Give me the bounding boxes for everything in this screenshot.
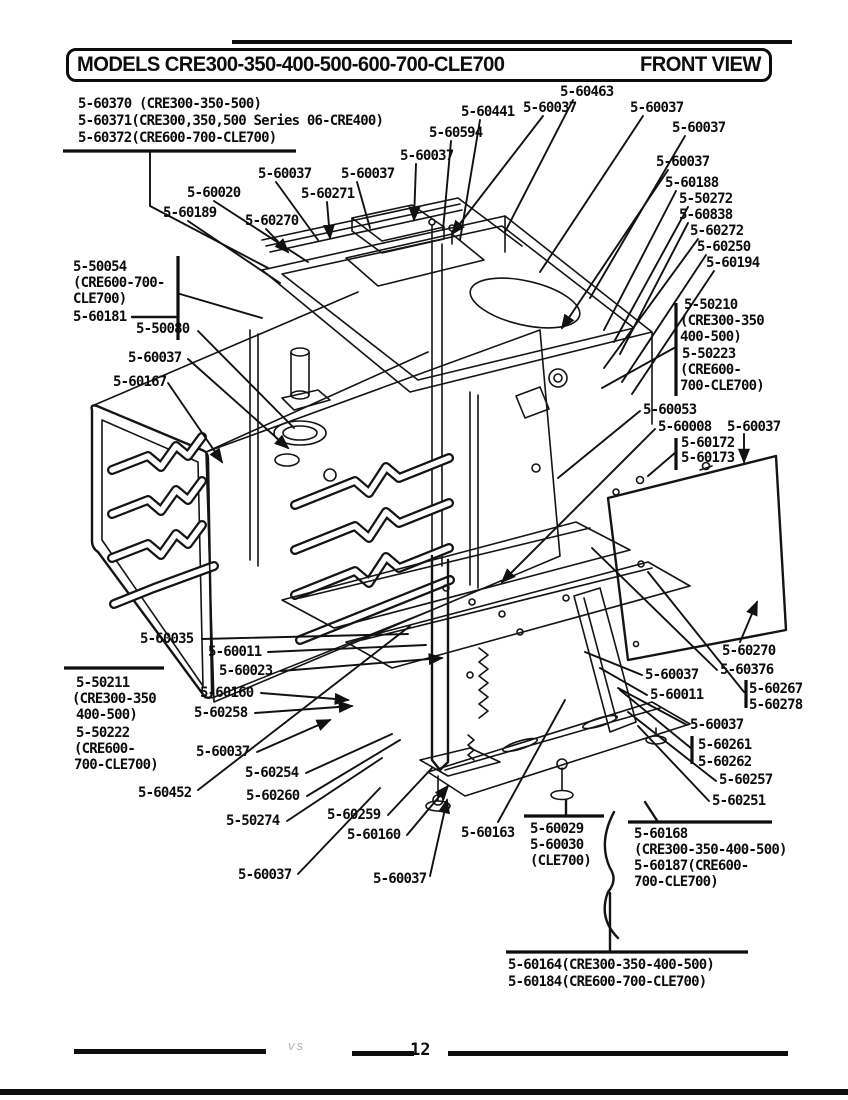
- part-label: 5-60029: [530, 821, 584, 837]
- part-label: 5-50211: [76, 675, 130, 691]
- part-label: 5-60260: [246, 788, 300, 804]
- part-label: (CLE700): [530, 853, 592, 869]
- leader-line: [214, 201, 308, 262]
- part-label: 5-60259: [327, 807, 381, 823]
- part-label: 5-60168: [634, 826, 688, 842]
- part-label: 5-60037: [690, 717, 744, 733]
- part-label: 5-60037: [238, 867, 292, 883]
- part-label: 400-500): [76, 707, 138, 723]
- part-label: 5-60267: [749, 681, 803, 697]
- part-label: 5-60254: [245, 765, 299, 781]
- leader-line: [261, 693, 348, 700]
- leader-line: [414, 164, 416, 220]
- part-label: 5-60173: [681, 450, 735, 466]
- part-label: 5-60035: [140, 631, 194, 647]
- part-label: 5-60261: [698, 737, 752, 753]
- part-label: 400-500): [680, 329, 742, 345]
- part-label: 5-60020: [187, 185, 241, 201]
- part-label: (CRE300-350: [680, 313, 764, 329]
- part-label: 5-60037: [373, 871, 427, 887]
- brace-curve: [605, 812, 618, 938]
- models-title: MODELS CRE300-350-400-500-600-700-CLE700: [77, 53, 505, 76]
- part-label: 5-60250: [697, 239, 751, 255]
- part-label: 5-50210: [684, 297, 738, 313]
- part-label: (CRE300-350-400-500): [634, 842, 787, 858]
- part-label: 5-60037: [672, 120, 726, 136]
- part-label: 5-60251: [712, 793, 766, 809]
- part-label: 5-60037: [630, 100, 684, 116]
- part-label: 5-50222: [76, 725, 130, 741]
- part-label: 5-60037: [645, 667, 699, 683]
- leader-line: [388, 768, 432, 815]
- part-label: 5-60008: [658, 419, 712, 435]
- part-label: 5-60160: [200, 685, 254, 701]
- part-label: CLE700): [73, 291, 127, 307]
- part-label: 5-60037: [523, 100, 577, 116]
- rear-braces: [250, 240, 567, 588]
- leader-line: [502, 429, 655, 582]
- part-label: 5-60037: [128, 350, 182, 366]
- part-label: 5-60189: [163, 205, 217, 221]
- view-title: FRONT VIEW: [640, 53, 761, 76]
- leader-line: [602, 348, 674, 388]
- part-label: 5-60262: [698, 754, 752, 770]
- part-label: 700-CLE700): [680, 378, 764, 394]
- part-label: 5-60371(CRE300,350,500 Series 06-CRE400): [78, 113, 384, 129]
- part-label: 700-CLE700): [634, 874, 718, 890]
- part-label: 5-60037: [727, 419, 781, 435]
- part-label: 5-60037: [258, 166, 312, 182]
- bottom-rule: [0, 1089, 848, 1095]
- part-label: 5-60271: [301, 186, 355, 202]
- part-label: 5-60594: [429, 125, 483, 141]
- leader-line: [266, 229, 288, 252]
- part-label: 5-60037: [341, 166, 395, 182]
- part-label: 5-60258: [194, 705, 248, 721]
- part-label: 5-60188: [665, 175, 719, 191]
- leader-line: [648, 452, 676, 476]
- part-label: 5-60372(CRE600-700-CLE700): [78, 130, 277, 146]
- part-label: 5-60463: [560, 84, 614, 100]
- part-label: 700-CLE700): [74, 757, 158, 773]
- part-label: 5-60030: [530, 837, 584, 853]
- part-label: 5-60257: [719, 772, 773, 788]
- part-label: (CRE300-350: [72, 691, 156, 707]
- part-label: 5-60272: [690, 223, 744, 239]
- part-label: 5-60194: [706, 255, 760, 271]
- footer-rule-mid: [352, 1051, 414, 1056]
- element-parts: [274, 348, 330, 466]
- leader-line: [180, 294, 262, 318]
- leader-line: [498, 700, 565, 822]
- footer-rule-left: [74, 1049, 266, 1054]
- part-label: (CRE600-700-: [73, 275, 165, 291]
- footer-stamp: vs: [288, 1038, 305, 1053]
- part-label: 5-60167: [113, 374, 167, 390]
- leader-line: [357, 182, 370, 228]
- part-label: 5-60181: [73, 309, 127, 325]
- part-label: 5-60037: [196, 744, 250, 760]
- part-label: (CRE600-: [680, 362, 742, 378]
- part-label: 5-60011: [650, 687, 704, 703]
- part-label: 5-60184(CRE600-700-CLE700): [508, 974, 707, 990]
- part-label: 5-50054: [73, 259, 127, 275]
- page-number: 12: [410, 1040, 431, 1060]
- leader-line: [562, 170, 668, 328]
- part-label: 5-60187(CRE600-: [634, 858, 749, 874]
- part-label: 5-60376: [720, 662, 774, 678]
- part-label: 5-50080: [136, 321, 190, 337]
- part-label: 5-60160: [347, 827, 401, 843]
- part-label: 5-60037: [400, 148, 454, 164]
- leader-line: [558, 411, 640, 478]
- part-label: 5-60270: [245, 213, 299, 229]
- part-label: (CRE600-: [74, 741, 136, 757]
- cabinet-top: [262, 198, 652, 424]
- part-label: 5-60163: [461, 825, 515, 841]
- part-label: 5-60838: [679, 207, 733, 223]
- part-label: 5-50274: [226, 813, 280, 829]
- part-label: 5-60278: [749, 697, 803, 713]
- part-label: 5-50272: [679, 191, 733, 207]
- part-label: 5-60370 (CRE300-350-500): [78, 96, 262, 112]
- part-label: 5-60270: [722, 643, 776, 659]
- part-label: 5-60172: [681, 435, 735, 451]
- part-label: 5-60441: [461, 104, 515, 120]
- part-label: 5-60037: [656, 154, 710, 170]
- leader-line: [307, 740, 400, 796]
- part-label: 5-60011: [208, 644, 262, 660]
- side-panel: [608, 456, 786, 660]
- part-label: 5-60023: [219, 663, 273, 679]
- part-label: 5-60452: [138, 785, 192, 801]
- part-label: 5-50223: [682, 346, 736, 362]
- leader-line: [540, 116, 643, 272]
- part-label: 5-60164(CRE300-350-400-500): [508, 957, 714, 973]
- footer-rule-right: [448, 1051, 788, 1056]
- part-label: 5-60053: [643, 402, 697, 418]
